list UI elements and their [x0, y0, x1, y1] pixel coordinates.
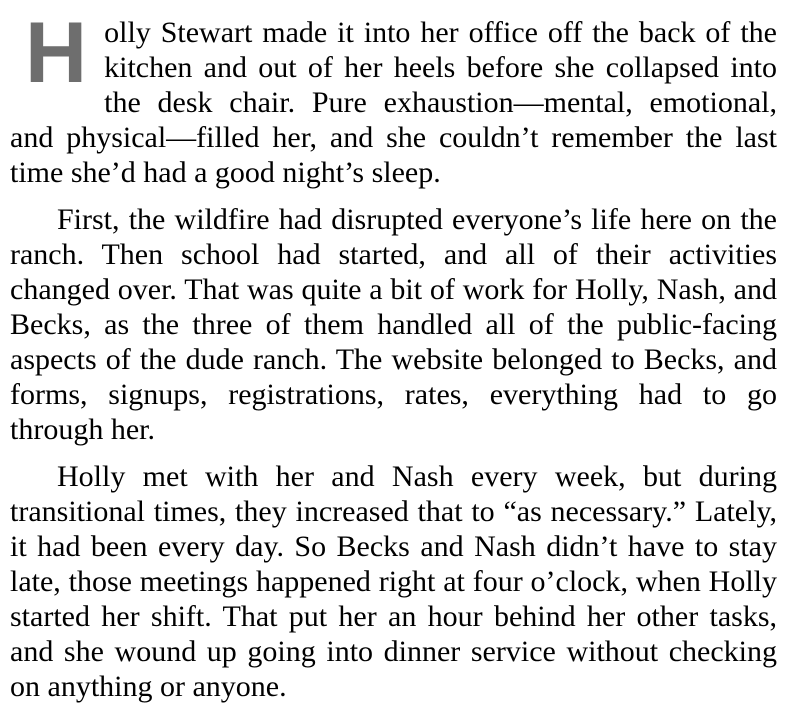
drop-cap: H [25, 5, 88, 101]
opening-paragraph [10, 5, 777, 190]
paragraph: First, the wildfire had disrupted everyone’s life here on the ranch. Then school had started, and all of their activities changed over. That was quite a bit of work for Holly, Nash, and Becks, as the three of them handled all of the public-facing aspects of the dude ranch. The website belonged to Becks, and forms, signups, registrations, rates, everything had to go through her. [10, 203, 777, 446]
paragraph-text: olly Stewart made it into her office off the back of the kitchen and out of her heels before she collapsed into the desk chair. Pure exhaustion—mental, emotional, and physical—filled her, and she couldn’t remember the last time she’d had a good night’s sleep. [10, 16, 777, 189]
paragraph: Holly met with her and Nash every week, but during transitional times, they increased that to “as necessary.” Lately, it had been every day. So Becks and Nash didn’t have to stay late, those meetings happened right at four o’clock, when Holly started her shift. That put her an hour behind her other tasks, and she wound up going into dinner service without checking on anything or anyone. [10, 460, 777, 703]
